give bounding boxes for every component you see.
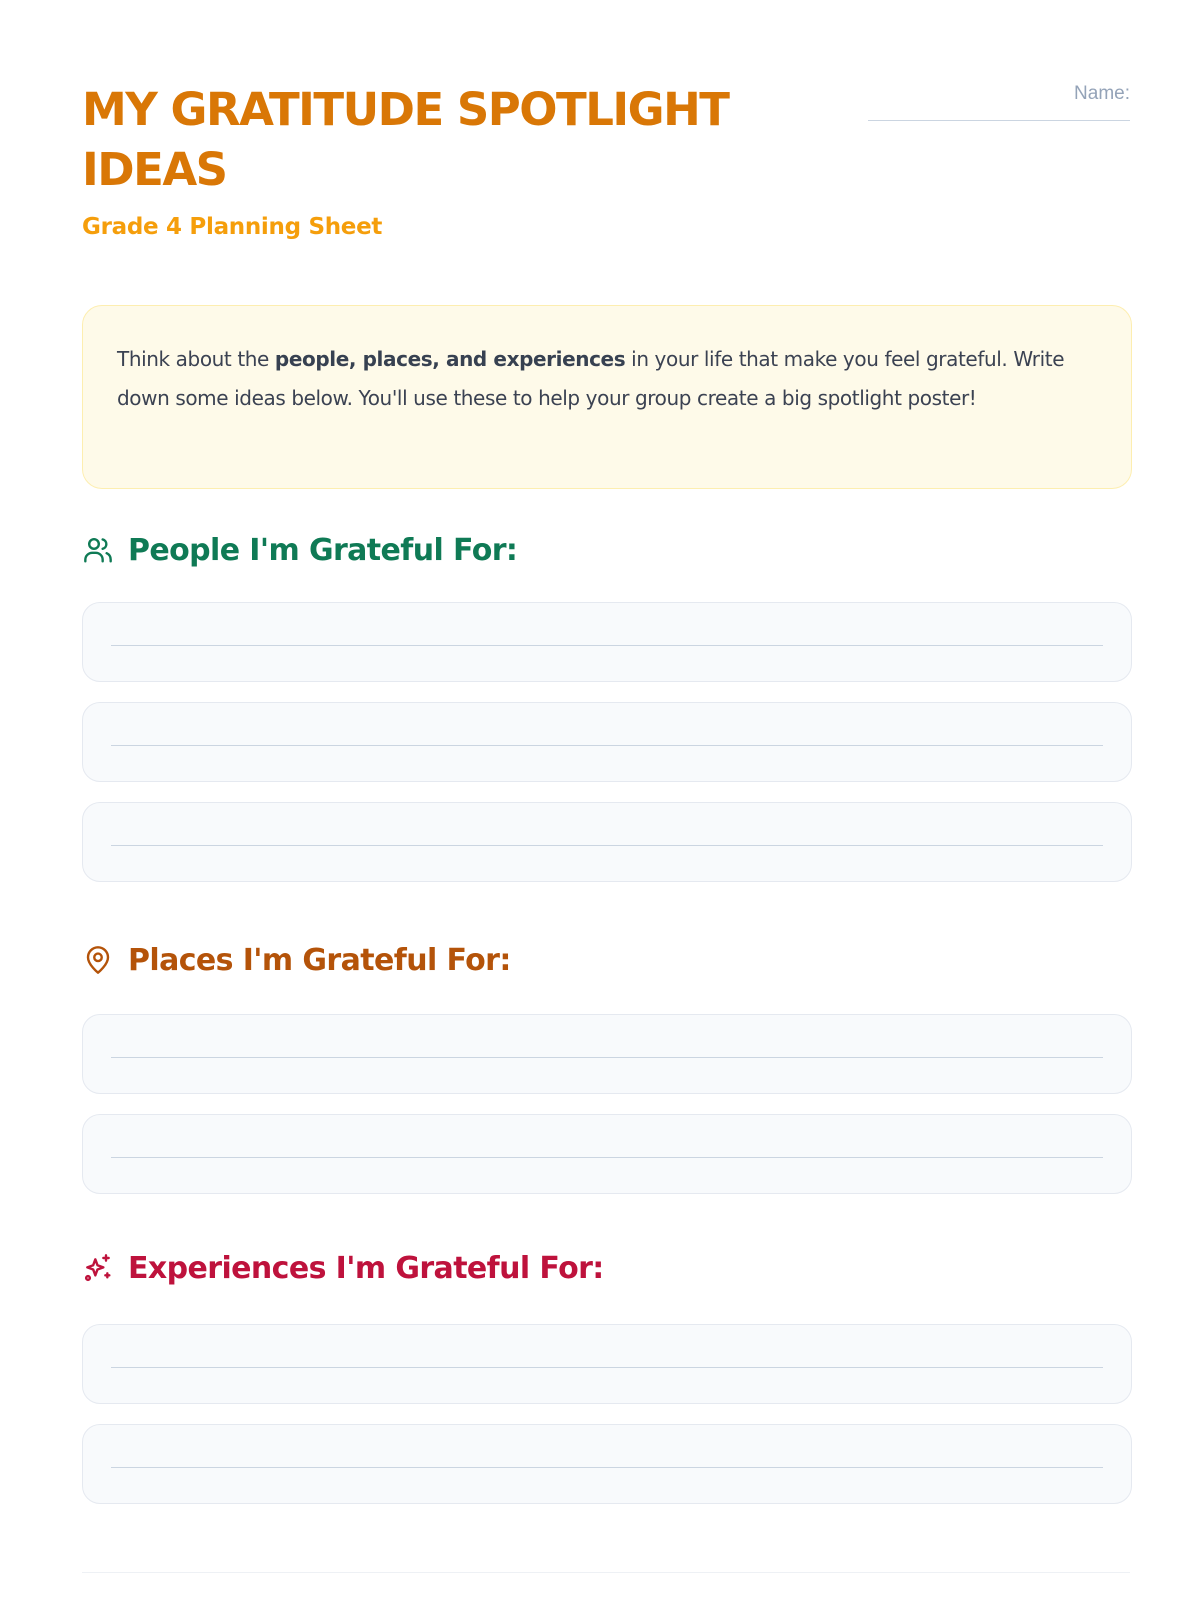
name-label: Name: [1074,83,1130,104]
writing-line [111,1467,1103,1468]
writing-line [111,1367,1103,1368]
page-subtitle: Grade 4 Planning Sheet [82,214,383,240]
places-section-title: Places I'm Grateful For: [128,942,511,978]
worksheet-page [82,80,1130,1286]
places-section [82,938,1132,1194]
writing-line [111,1057,1103,1058]
sparkles-icon [82,1252,114,1284]
experiences-section-heading [82,1246,1132,1290]
people-entry-3[interactable] [82,802,1132,882]
footer-divider [82,1572,1130,1573]
instructions-text-start: Think about the [117,347,275,371]
experiences-entry-2[interactable] [82,1424,1132,1504]
people-section [82,528,1132,882]
experiences-section [82,1246,1132,1504]
writing-line [111,845,1103,846]
instructions-text-emphasis: people, places, and experiences [274,347,626,371]
writing-line [111,1157,1103,1158]
people-section-heading [82,528,1132,572]
worksheet-header [82,80,1130,250]
people-section-title: People I'm Grateful For: [128,532,518,568]
writing-line [111,645,1103,646]
name-input-line[interactable] [868,119,1130,121]
people-entry-2[interactable] [82,702,1132,782]
page-title: MY GRATITUDE SPOTLIGHT IDEAS [82,83,729,196]
people-entry-1[interactable] [82,602,1132,682]
places-entry-2[interactable] [82,1114,1132,1194]
experiences-section-title: Experiences I'm Grateful For: [128,1250,604,1286]
users-icon [82,534,114,566]
name-field-group [868,80,1130,121]
instructions-text-end: in your life that make you feel grateful. Write down some ideas below. You'll use these to help your group create a big spotlight poster! [117,347,1065,410]
experiences-entry-1[interactable] [82,1324,1132,1404]
places-entry-1[interactable] [82,1014,1132,1094]
places-section-heading [82,938,1132,982]
map-pin-icon [82,944,114,976]
instructions-box [82,305,1132,489]
writing-line [111,745,1103,746]
